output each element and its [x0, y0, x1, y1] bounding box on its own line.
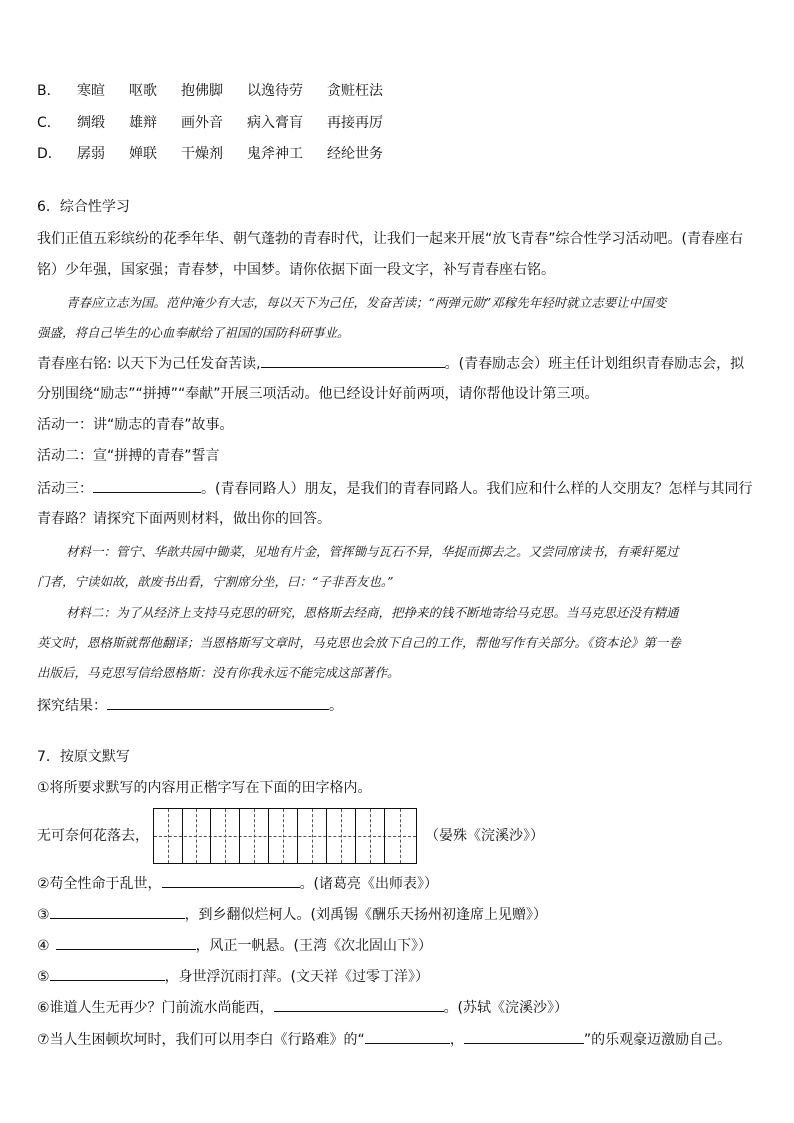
option-word: 再接再厉 [327, 115, 383, 131]
item3-suffix: ，到乡翻似烂柯人。(刘禹锡《酬乐天扬州初逢席上见赠》） [184, 907, 548, 923]
material2-line3: 出版后，马克思写信给恩格斯：没有你我永远不能完成这部著作。 [37, 665, 400, 680]
q6-activity-3 [37, 478, 752, 499]
item4-suffix: ，风正一帆悬。(王湾《次北固山下》） [195, 938, 433, 954]
item2-answer-blank[interactable] [162, 873, 300, 888]
result-answer-blank[interactable] [107, 695, 329, 710]
item6-prefix: ⑥谁道人生无再少？门前流水尚能西， [37, 1000, 274, 1016]
item6-suffix: 。(苏轼《浣溪沙》） [443, 1000, 569, 1016]
item7-prefix: ⑦当人生困顿坎坷时，我们可以用李白《行路难》的“ [37, 1032, 365, 1048]
activity3-prefix: 活动三： [37, 481, 93, 497]
option-word: 抱佛脚 [181, 83, 223, 99]
item7-answer-blank-1[interactable] [365, 1029, 450, 1044]
item4-prefix: ④ [37, 938, 50, 954]
q7-item-7 [37, 1029, 731, 1050]
q6-motto-line [37, 353, 744, 374]
q6-plan-line: 分别围绕“励志”“拼搏”“奉献”开展三项活动。他已经设计好前两项，请你帮他设计第三项。 [37, 386, 599, 402]
option-c [37, 113, 407, 133]
item7-mid: ， [449, 1032, 464, 1048]
option-word: 干燥剂 [181, 146, 223, 162]
result-prefix: 探究结果： [37, 698, 107, 714]
option-word: 画外音 [181, 115, 223, 131]
option-label: B． [37, 83, 61, 99]
option-word: 雄辩 [129, 115, 157, 131]
q7-item-5 [37, 966, 429, 987]
material1-line1: 材料一：管宁、华歆共园中锄菜，见地有片金，管挥锄与瓦石不异，华捉而掷去之。又尝同席读书，有乘轩冕过 [66, 544, 679, 559]
item2-suffix: 。(诸葛亮《出师表》） [299, 876, 439, 892]
item4-answer-blank[interactable] [56, 935, 196, 950]
q7-item-6 [37, 997, 568, 1018]
q7-grid-line [37, 808, 544, 864]
q7-instruction: ①将所要求默写的内容用正楷字写在下面的田字格内。 [37, 780, 372, 796]
item5-suffix: ，身世浮沉雨打萍。(文天祥《过零丁洋》） [164, 969, 430, 985]
q6-passage-line2: 强盛，将自己毕生的心血奉献给了祖国的国防科研事业。 [37, 325, 350, 340]
option-word: 寒暄 [77, 83, 105, 99]
grid-suffix: （晏殊《浣溪沙》） [425, 828, 544, 844]
q7-item-3 [37, 904, 547, 925]
activity3-suffix: 。(青春同路人）朋友，是我们的青春同路人。我们应和什么样的人交朋友？怎样与其同行 [201, 481, 753, 497]
motto-suffix: 。(青春励志会）班主任计划组织青春励志会，拟 [444, 356, 745, 372]
material2-line2: 英文时，恩格斯就帮他翻译；当恩格斯写文章时，马克思也会放下自己的工作，帮他写作有关部分。《资本论》第一卷 [37, 635, 681, 650]
option-word: 绸缎 [77, 115, 105, 131]
q6-intro-line2: 铭）少年强，国家强；青春梦，中国梦。请你依据下面一段文字，补写青春座右铭。 [37, 262, 555, 278]
motto-answer-blank[interactable] [261, 353, 445, 368]
item7-suffix: ”的乐观豪迈激励自己。 [583, 1032, 732, 1048]
option-d [37, 144, 407, 164]
q7-title: 7．按原文默写 [37, 749, 130, 765]
material2-line1: 材料二：为了从经济上支持马克思的研究，恩格斯去经商，把挣来的钱不断地寄给马克思。当马克思还没有精通 [66, 605, 679, 620]
item7-answer-blank-2[interactable] [464, 1029, 584, 1044]
option-word: 鬼斧神工 [247, 146, 303, 162]
option-word: 以逸待劳 [247, 83, 303, 99]
grid-prefix: 无可奈何花落去， [37, 828, 149, 844]
option-label: D． [37, 146, 62, 162]
q6-title: 6．综合性学习 [37, 199, 130, 215]
item6-answer-blank[interactable] [274, 997, 444, 1012]
q6-activity-2: 活动二：宣“拼搏的青春”誓言 [37, 448, 220, 464]
activity3-answer-blank[interactable] [93, 478, 201, 493]
option-label: C． [37, 115, 61, 131]
option-word: 贪赃枉法 [327, 83, 383, 99]
item3-prefix: ③ [37, 907, 50, 923]
result-suffix: 。 [329, 698, 343, 714]
motto-prefix: 青春座右铭: 以天下为己任发奋苦读, [37, 356, 261, 372]
option-word: 婵联 [129, 146, 157, 162]
item3-answer-blank[interactable] [50, 904, 185, 919]
option-word: 孱弱 [77, 146, 105, 162]
item5-prefix: ⑤ [37, 969, 50, 985]
tianzige-grid[interactable] [153, 808, 417, 864]
q6-intro-line1: 我们正值五彩缤纷的花季年华、朝气蓬勃的青春时代，让我们一起来开展“放飞青春”综合性学习活动吧。(青春座右 [37, 231, 743, 247]
option-word: 经纶世务 [327, 146, 383, 162]
q7-item-4 [37, 935, 432, 956]
option-word: 呕歌 [129, 83, 157, 99]
q6-passage-line1: 青春应立志为国。范仲淹少有大志，每以天下为己任，发奋苦读；“两弹元勋”邓稼先年轻时就立志要让中国变 [66, 295, 667, 310]
q6-activity-1: 活动一：讲“励志的青春”故事。 [37, 417, 234, 433]
material1-line2: 门者，宁读如故，歆废书出看，宁割席分坐，曰：“子非吾友也。” [37, 574, 394, 589]
q6-result-line [37, 695, 343, 716]
grid-midline [154, 836, 416, 837]
item5-answer-blank[interactable] [50, 966, 165, 981]
q6-activity-3-line2: 青春路？请探究下面两则材料，做出你的回答。 [37, 511, 331, 527]
q7-item-2 [37, 873, 438, 894]
option-word: 病入膏肓 [247, 115, 303, 131]
option-b [37, 81, 407, 101]
item2-prefix: ②苟全性命于乱世， [37, 876, 162, 892]
